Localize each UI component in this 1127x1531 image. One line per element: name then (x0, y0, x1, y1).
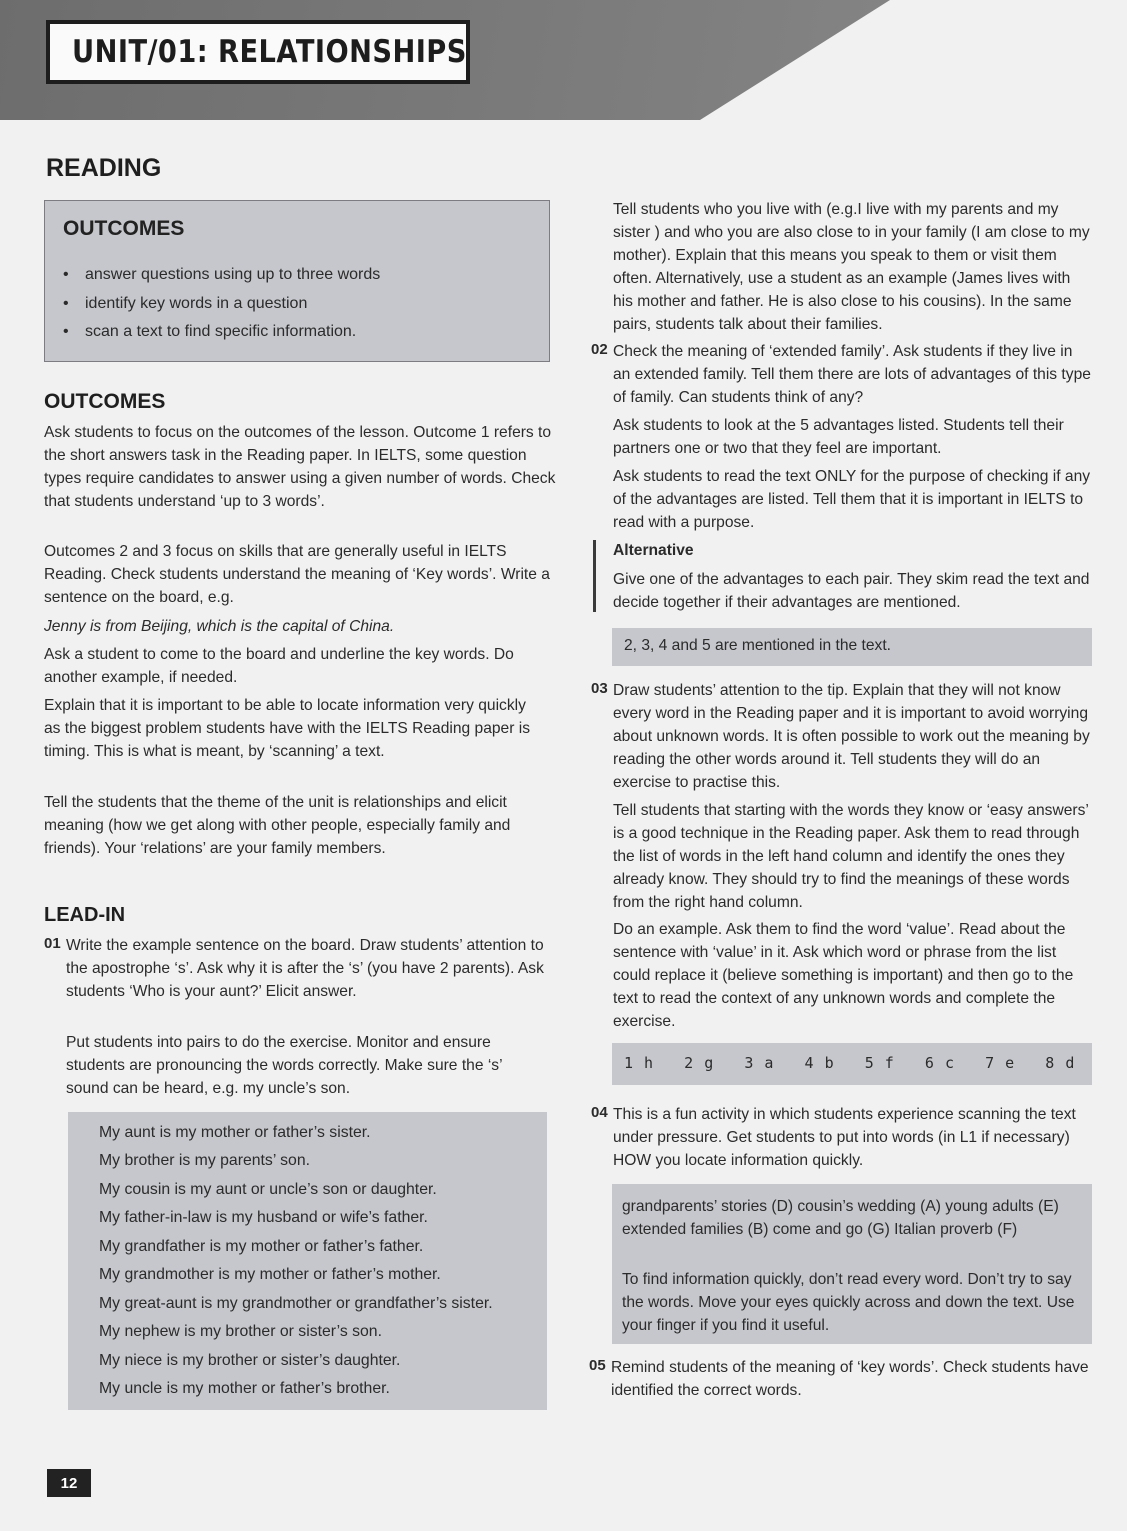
list-item: • scan a text to find specific information. (63, 323, 357, 340)
list-item: My niece is my brother or sister’s daughter. (99, 1352, 401, 1369)
alternative-marker (593, 540, 596, 612)
list-item: My uncle is my mother or father’s brother. (99, 1380, 390, 1397)
step-03 (591, 679, 1093, 794)
list-item: My great-aunt is my grandmother or grandfather’s sister. (99, 1295, 493, 1312)
step-03-paragraph-3: Do an example. Ask them to find the word ‘value’. Read about the sentence with ‘value’ in it. Ask which word or phrase from the list could replace it (believe something is important) and then go to the text to read the context of any unknown words and complete the exercise. (613, 921, 1074, 1030)
scanning-tip: To find information quickly, don’t read every word. Don’t try to say the words. Move your eyes quickly across and down the text. Use your finger if you find it useful. (622, 1271, 1075, 1334)
example-sentence: Jenny is from Beijing, which is the capital of China. (44, 618, 395, 635)
list-item: My grandmother is my mother or father’s mother. (99, 1266, 441, 1283)
list-item: • identify key words in a question (63, 294, 308, 312)
item-number: 05 (589, 1357, 606, 1374)
outcomes-box-title: OUTCOMES (63, 217, 185, 240)
outcomes-paragraph-4: Explain that it is important to be able to locate information very quickly as the biggest problem students have with the IELTS Reading paper is timing. This is what is meant, by ‘scanning’ a text. (44, 697, 531, 760)
outcomes-paragraph-2: Outcomes 2 and 3 focus on skills that are generally useful in IELTS Reading. Check students understand the meaning of ‘Key words’. Write a sentence on the board, e.g. (44, 543, 550, 606)
page-number: 12 (47, 1469, 91, 1497)
item-number: 03 (591, 680, 608, 697)
unit-title: UNIT/01: RELATIONSHIPS (72, 34, 467, 70)
list-item: My brother is my parents’ son. (99, 1152, 310, 1169)
list-item: My cousin is my aunt or uncle’s son or daughter. (99, 1181, 437, 1198)
right-intro-paragraph: Tell students who you live with (e.g.I live with my parents and my sister ) and who you are also close to in your family (I am close to my mother). Explain that this means you speak to them or visit them often. Alternatively, use a student as an example (James lives with his mother and father. He is also close to his cousins). In the same pairs, students talk about their families. (613, 201, 1090, 333)
outcomes-heading: OUTCOMES (44, 390, 166, 413)
answer-text: 2, 3, 4 and 5 are mentioned in the text. (624, 637, 892, 654)
step-02-paragraph-1: Check the meaning of ‘extended family’. Ask students if they live in an extended family. Tell them there are lots of advantages of this type of family. Can students think of any? (613, 343, 1091, 406)
answer-box-04 (612, 1184, 1092, 1344)
outcomes-box (44, 200, 550, 362)
step-04-paragraph: This is a fun activity in which students experience scanning the text under pressure. Get students to put into words (in L1 if necessary) HOW you locate information quickly. (613, 1106, 1076, 1169)
outcomes-list (63, 261, 380, 347)
lead-in-heading: LEAD-IN (44, 904, 126, 926)
list-item: My nephew is my brother or sister’s son. (99, 1323, 382, 1340)
outcomes-paragraph-1: Ask students to focus on the outcomes of the lesson. Outcome 1 refers to the short answers task in the Reading paper. In IELTS, some question types require candidates to answer using a given number of words. Check that students understand ‘up to 3 words’. (44, 424, 556, 510)
reading-heading: READING (46, 154, 162, 182)
step-02-paragraph-3: Ask students to read the text ONLY for the purpose of checking if any of the advantages are listed. Tell them that it is important in IELTS to read with a purpose. (613, 468, 1091, 531)
list-item: My aunt is my mother or father’s sister. (99, 1124, 371, 1141)
lead-in-item-01 (44, 934, 546, 1003)
family-definitions-box (68, 1112, 547, 1410)
alternative-heading: Alternative (613, 542, 694, 559)
answer-key-box-03 (612, 1043, 1092, 1085)
list-item: My father-in-law is my husband or wife’s father. (99, 1209, 428, 1226)
step-05-paragraph: Remind students of the meaning of ‘key words’. Check students have identified the correct words. (611, 1359, 1089, 1399)
answer-key-text: 1 h 2 g 3 a 4 b 5 f 6 c 7 e 8 d (624, 1054, 1076, 1072)
unit-title-box (46, 20, 470, 84)
step-03-paragraph-1: Draw students’ attention to the tip. Explain that they will not know every word in the Reading paper and it is important to avoid worrying about unknown words. It is often possible to work out the meaning by reading the other words around it. Tell students they will do an exercise to practise this. (613, 682, 1090, 791)
answer-box-02 (612, 628, 1092, 666)
step-03-paragraph-2: Tell students that starting with the words they know or ‘easy answers’ is a good technique in the Reading paper. Ask them to read through the list of words in the left hand column and identify the ones they already know. They should try to find the meanings of these words from the right hand column. (613, 802, 1089, 911)
alternative-text: Give one of the advantages to each pair. They skim read the text and decide together if their advantages are mentioned. (613, 571, 1090, 611)
item-number: 02 (591, 341, 608, 358)
item-number: 01 (44, 935, 61, 952)
answer-list: grandparents’ stories (D) cousin’s wedding (A) young adults (E) extended families (B) come and go (G) Italian proverb (F) (622, 1198, 1059, 1238)
step-02-paragraph-2: Ask students to look at the 5 advantages listed. Students tell their partners one or two that they feel are important. (613, 417, 1064, 457)
step-02 (591, 340, 1093, 409)
outcomes-paragraph-3: Ask a student to come to the board and underline the key words. Do another example, if needed. (44, 646, 514, 686)
lead-in-paragraph-2: Put students into pairs to do the exercise. Monitor and ensure students are pronouncing the words correctly. Make sure the ‘s’ sound can be heard, e.g. my uncle’s son. (66, 1034, 502, 1097)
list-item: • answer questions using up to three words (63, 266, 381, 283)
outcomes-paragraph-5: Tell the students that the theme of the unit is relationships and elicit meaning (how we get along with other people, especially family and friends). Your ‘relations’ are your family members. (44, 794, 511, 857)
step-05 (589, 1356, 1091, 1402)
list-item: My grandfather is my mother or father’s father. (99, 1238, 424, 1255)
item-number: 04 (591, 1104, 608, 1121)
step-04 (591, 1103, 1093, 1172)
lead-in-paragraph-1: Write the example sentence on the board. Draw students’ attention to the apostrophe ‘s’. Ask why it is after the ‘s’ (you have 2 parents). Ask students ‘Who is your aunt?’ Elicit answer. (66, 937, 544, 1000)
